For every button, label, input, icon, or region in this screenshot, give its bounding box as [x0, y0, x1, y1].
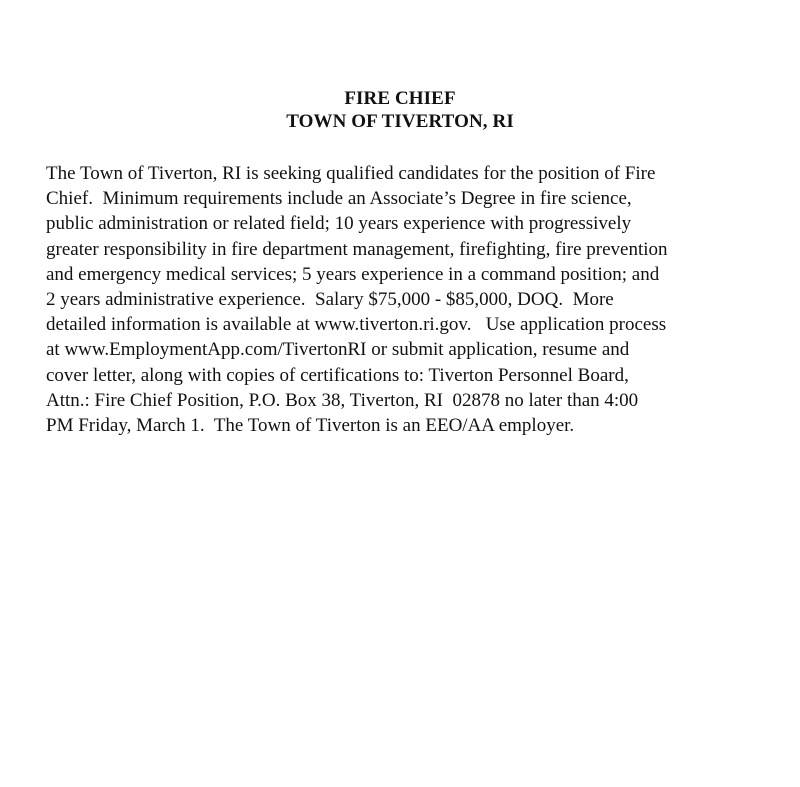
- posting-body: [46, 161, 776, 438]
- body-line: public administration or related field; 10 years experience with progressively: [46, 213, 632, 235]
- body-line: Chief. Minimum requirements include an Associate’s Degree in fire science,: [46, 188, 632, 210]
- body-line: and emergency medical services; 5 years experience in a command position; and: [46, 263, 660, 285]
- body-line: cover letter, along with copies of certifications to: Tiverton Personnel Board,: [46, 364, 629, 386]
- body-line: detailed information is available at www.tiverton.ri.gov. Use application process: [46, 314, 667, 336]
- posting-title: FIRE CHIEF: [344, 88, 456, 109]
- body-line: greater responsibility in fire department management, firefighting, fire prevention: [46, 238, 668, 260]
- body-line: PM Friday, March 1. The Town of Tiverton is an EEO/AA employer.: [46, 415, 575, 437]
- body-line: The Town of Tiverton, RI is seeking qualified candidates for the position of Fire: [46, 163, 656, 184]
- body-line: Attn.: Fire Chief Position, P.O. Box 38, Tiverton, RI 02878 no later than 4:00: [46, 389, 639, 411]
- posting-subtitle: TOWN OF TIVERTON, RI: [286, 111, 514, 132]
- body-line: 2 years administrative experience. Salary $75,000 - $85,000, DOQ. More: [46, 289, 614, 311]
- body-line: at www.EmploymentApp.com/TivertonRI or submit application, resume and: [46, 339, 630, 361]
